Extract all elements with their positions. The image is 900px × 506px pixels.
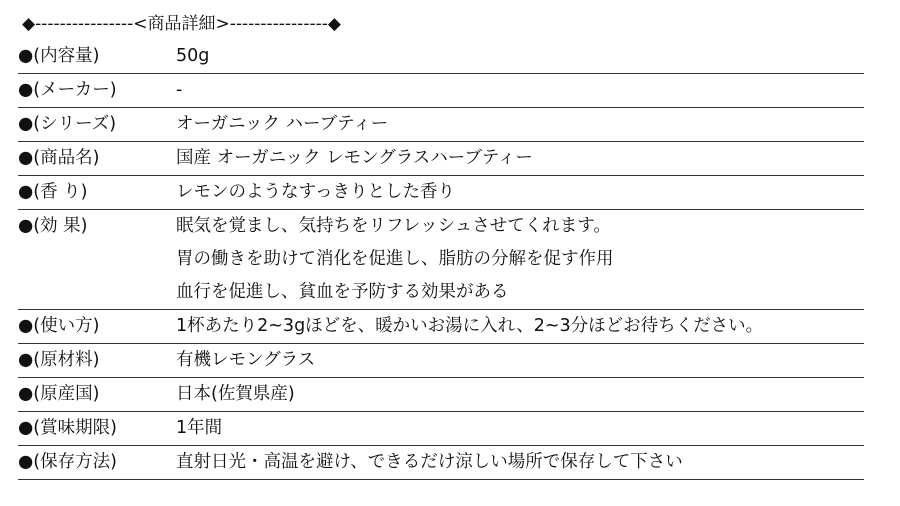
spec-row-maker bbox=[18, 74, 864, 108]
spec-row-origin bbox=[18, 378, 864, 412]
spec-row-product-name bbox=[18, 142, 864, 176]
product-spec-table bbox=[18, 40, 864, 480]
spec-label: ●(賞味期限) bbox=[18, 418, 117, 438]
spec-value: 有機レモングラス bbox=[176, 350, 316, 370]
spec-row-aroma bbox=[18, 176, 864, 210]
spec-label: ●(原材料) bbox=[18, 350, 100, 370]
spec-label: ●(メーカー) bbox=[18, 80, 117, 100]
spec-row-shelf-life bbox=[18, 412, 864, 446]
spec-row-series bbox=[18, 108, 864, 142]
details-header: ◆----------------<商品詳細>----------------◆ bbox=[22, 14, 341, 34]
spec-label: ●(効 果) bbox=[18, 216, 88, 236]
spec-value: 50g bbox=[176, 46, 210, 66]
spec-value: 血行を促進し、貧血を予防する効果がある bbox=[176, 282, 509, 302]
spec-label: ●(商品名) bbox=[18, 148, 100, 168]
spec-value: 直射日光・高温を避け、できるだけ涼しい場所で保存して下さい bbox=[176, 452, 683, 472]
spec-row-storage bbox=[18, 446, 864, 480]
spec-value: オーガニック ハーブティー bbox=[176, 114, 389, 134]
spec-value: 国産 オーガニック レモングラスハーブティー bbox=[176, 148, 533, 168]
spec-value: 日本(佐賀県産) bbox=[176, 384, 295, 404]
spec-value: - bbox=[176, 80, 183, 100]
spec-value: レモンのようなすっきりとした香り bbox=[176, 182, 455, 202]
spec-value: 胃の働きを助けて消化を促進し、脂肪の分解を促す作用 bbox=[176, 249, 614, 269]
spec-label: ●(保存方法) bbox=[18, 452, 117, 472]
spec-label: ●(使い方) bbox=[18, 316, 100, 336]
spec-label: ●(シリーズ) bbox=[18, 114, 117, 134]
spec-row-usage bbox=[18, 310, 864, 344]
spec-value: 眠気を覚まし、気持ちをリフレッシュさせてくれます。 bbox=[176, 216, 611, 236]
spec-value: 1年間 bbox=[176, 418, 223, 438]
spec-row-content-amount bbox=[18, 40, 864, 74]
spec-label: ●(香 り) bbox=[18, 182, 88, 202]
spec-label: ●(原産国) bbox=[18, 384, 100, 404]
spec-row-ingredients bbox=[18, 344, 864, 378]
spec-value: 1杯あたり2~3gほどを、暖かいお湯に入れ、2~3分ほどお待ちください。 bbox=[176, 316, 764, 336]
spec-label: ●(内容量) bbox=[18, 46, 100, 66]
spec-row-effects bbox=[18, 210, 864, 310]
